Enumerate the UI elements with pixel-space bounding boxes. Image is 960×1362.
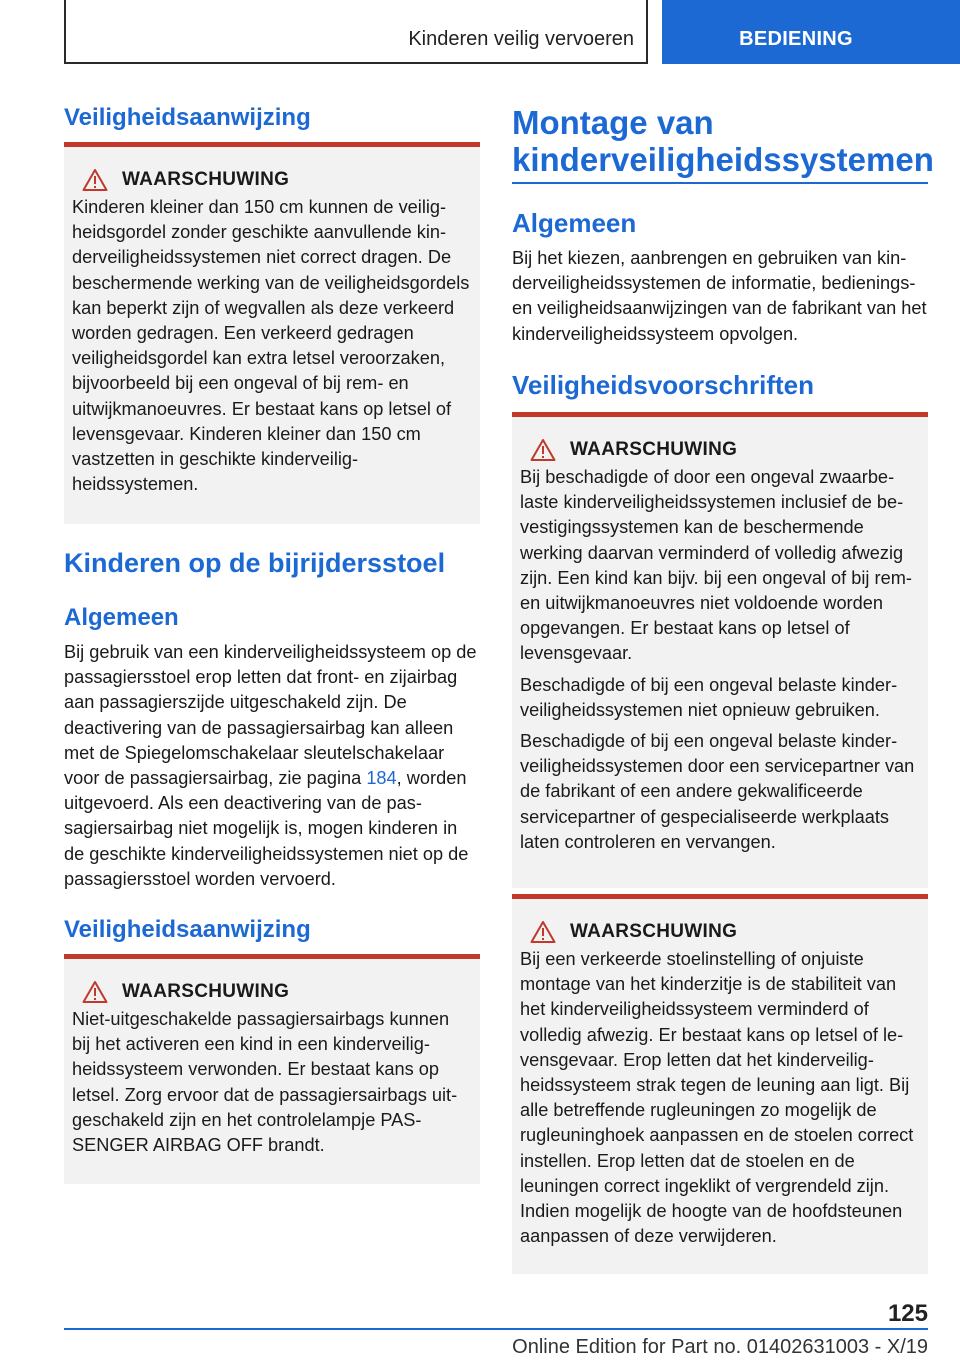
warning-box-damaged-seats [512, 412, 928, 888]
warning-header [520, 437, 920, 463]
warning-label: WAARSCHUWING [570, 439, 738, 460]
main-title: Montage van kinderveiligheidssystemen [512, 104, 934, 178]
warning-triangle-icon [530, 438, 556, 462]
warning-triangle-icon [530, 920, 556, 944]
chapter-title: Kinderen veilig vervoeren [408, 28, 634, 50]
warning-text: Niet-uitgeschakelde passagiersairbags kunnen bij het activeren een kind in een kinderveiligheidssysteem verwonden. Er bestaat kans op letsel. Zorg ervoor dat de passagiersairbags uitgeschakeld zijn en het controlelampje PASSENGER AIRBAG OFF brandt. [72, 1009, 458, 1156]
warning-box-airbag [64, 954, 480, 1184]
body-text-part: , worden uitgevoerd. Als een deactivering van de passagiersairbag niet mogelijk is, mogen kinderen in de geschikte kinderveiligheidssystemen niet op de passagiersstoel worden vervoerd. [64, 768, 469, 889]
warning-text-1: Bij beschadigde of door een ongeval zwaarbelaste kinderveiligheidssystemen inclusief de bevestigingssystemen kan de beschermende werking daarvan verminderd of volledig afwezig zijn. Een kind kan bijv. bij een ongeval of bij rem- en uitwijkmanoeuvres niet voldoende worden opgevangen. Er bestaat kans op letsel of levensgevaar. [520, 467, 912, 664]
safety-heading-2: Veiligheidsaanwijzing [64, 916, 311, 943]
warning-label: WAARSCHUWING [570, 921, 738, 942]
warning-box-adult-belt [64, 142, 480, 524]
warning-triangle-icon [82, 168, 108, 192]
warning-text: Kinderen kleiner dan 150 cm kunnen de veiligheidsgordel zonder geschikte aanvullende kinderveiligheidssystemen niet correct dragen. De beschermende werking van de veiligheidsgordels kan beperkt zijn of wegvallen als deze verkeerd worden gedragen. Een verkeerd gedragen veiligheidsgordel kan extra letsel veroorzaken, bijvoorbeeld bij een ongeval of bij rem- en uitwijkmanoeuvres. Er bestaat kans op letsel of levensgevaar. Kinderen kleiner dan 150 cm vastzetten in geschikte kinderveiligheidssystemen. [72, 197, 470, 495]
warning-triangle-icon [82, 980, 108, 1004]
warning-text-3: Beschadigde of bij een ongeval belaste kinderveiligheidssystemen door een servicepartner van de fabrikant of een andere gekwalificeerde servicepartner of gespecialiseerde werkplaats laten controleren en vervangen. [520, 731, 915, 852]
section-tab-label: BEDIENING [739, 28, 853, 50]
warning-header [72, 167, 472, 193]
section-tab[interactable] [662, 0, 960, 64]
subheading-general-right: Algemeen [512, 208, 637, 238]
warning-text-2: Beschadigde of bij een ongeval belaste kinderveiligheidssystemen niet opnieuw gebruiken. [520, 674, 898, 720]
warning-header [520, 919, 920, 945]
body-text-part: Bij gebruik van een kinderveiligheidssysteem op de passagiersstoel erop letten dat front- en zijairbag aan passagierszijde uitgeschakeld zijn. De deactivering van de passagiersairbag kan alleen met de Spiegelomschakelaar sleutelschakelaar voor de passagiersairbag, zie pagina [64, 642, 477, 789]
warning-label: WAARSCHUWING [122, 169, 290, 190]
footer-rule [64, 1328, 928, 1330]
subheading-general-left: Algemeen [64, 604, 179, 631]
safety-rules-heading: Veiligheidsvoorschriften [512, 370, 814, 400]
body-passenger-airbag [64, 640, 480, 892]
warning-label: WAARSCHUWING [122, 981, 290, 1002]
page-link-184[interactable]: 184 [366, 768, 397, 789]
section-title-passenger-seat: Kinderen op de bijrijdersstoel [64, 548, 446, 578]
header-frame [64, 0, 648, 64]
warning-header [72, 979, 472, 1005]
page-number: 125 [887, 1300, 928, 1327]
warning-text: Bij een verkeerde stoelinstelling of onjuiste montage van het kinderzitje is de stabiliteit van het kinderveiligheidssysteem verminderd of volledig afwezig. Er bestaat kans op letsel of levensgevaar. Erop letten dat het kinderveiligheidssysteem strak tegen de leuning aan ligt. Bij alle betreffende rugleuningen zo mogelijk de rugleuninghoek aanpassen en de stoelen correct instellen. Erop letten dat de stoelen en de leuningen correct ingeklikt of vergrendeld zijn. Indien mogelijk de hoogte van de hoofdsteunen aanpassen of deze verwijderen. [520, 949, 914, 1247]
safety-heading-1: Veiligheidsaanwijzing [64, 104, 311, 131]
edition-info: Online Edition for Part no. 01402631003 - X/19 [512, 1336, 928, 1358]
body-general: Bij het kiezen, aanbrengen en gebruiken van kinderveiligheidssystemen de informatie, bedienings- en veiligheidsaanwijzingen van de fabrikant van het kinderveiligheidssysteem opvolgen. [512, 248, 927, 344]
title-rule [512, 182, 928, 184]
warning-box-seat-adjustment [512, 894, 928, 1274]
